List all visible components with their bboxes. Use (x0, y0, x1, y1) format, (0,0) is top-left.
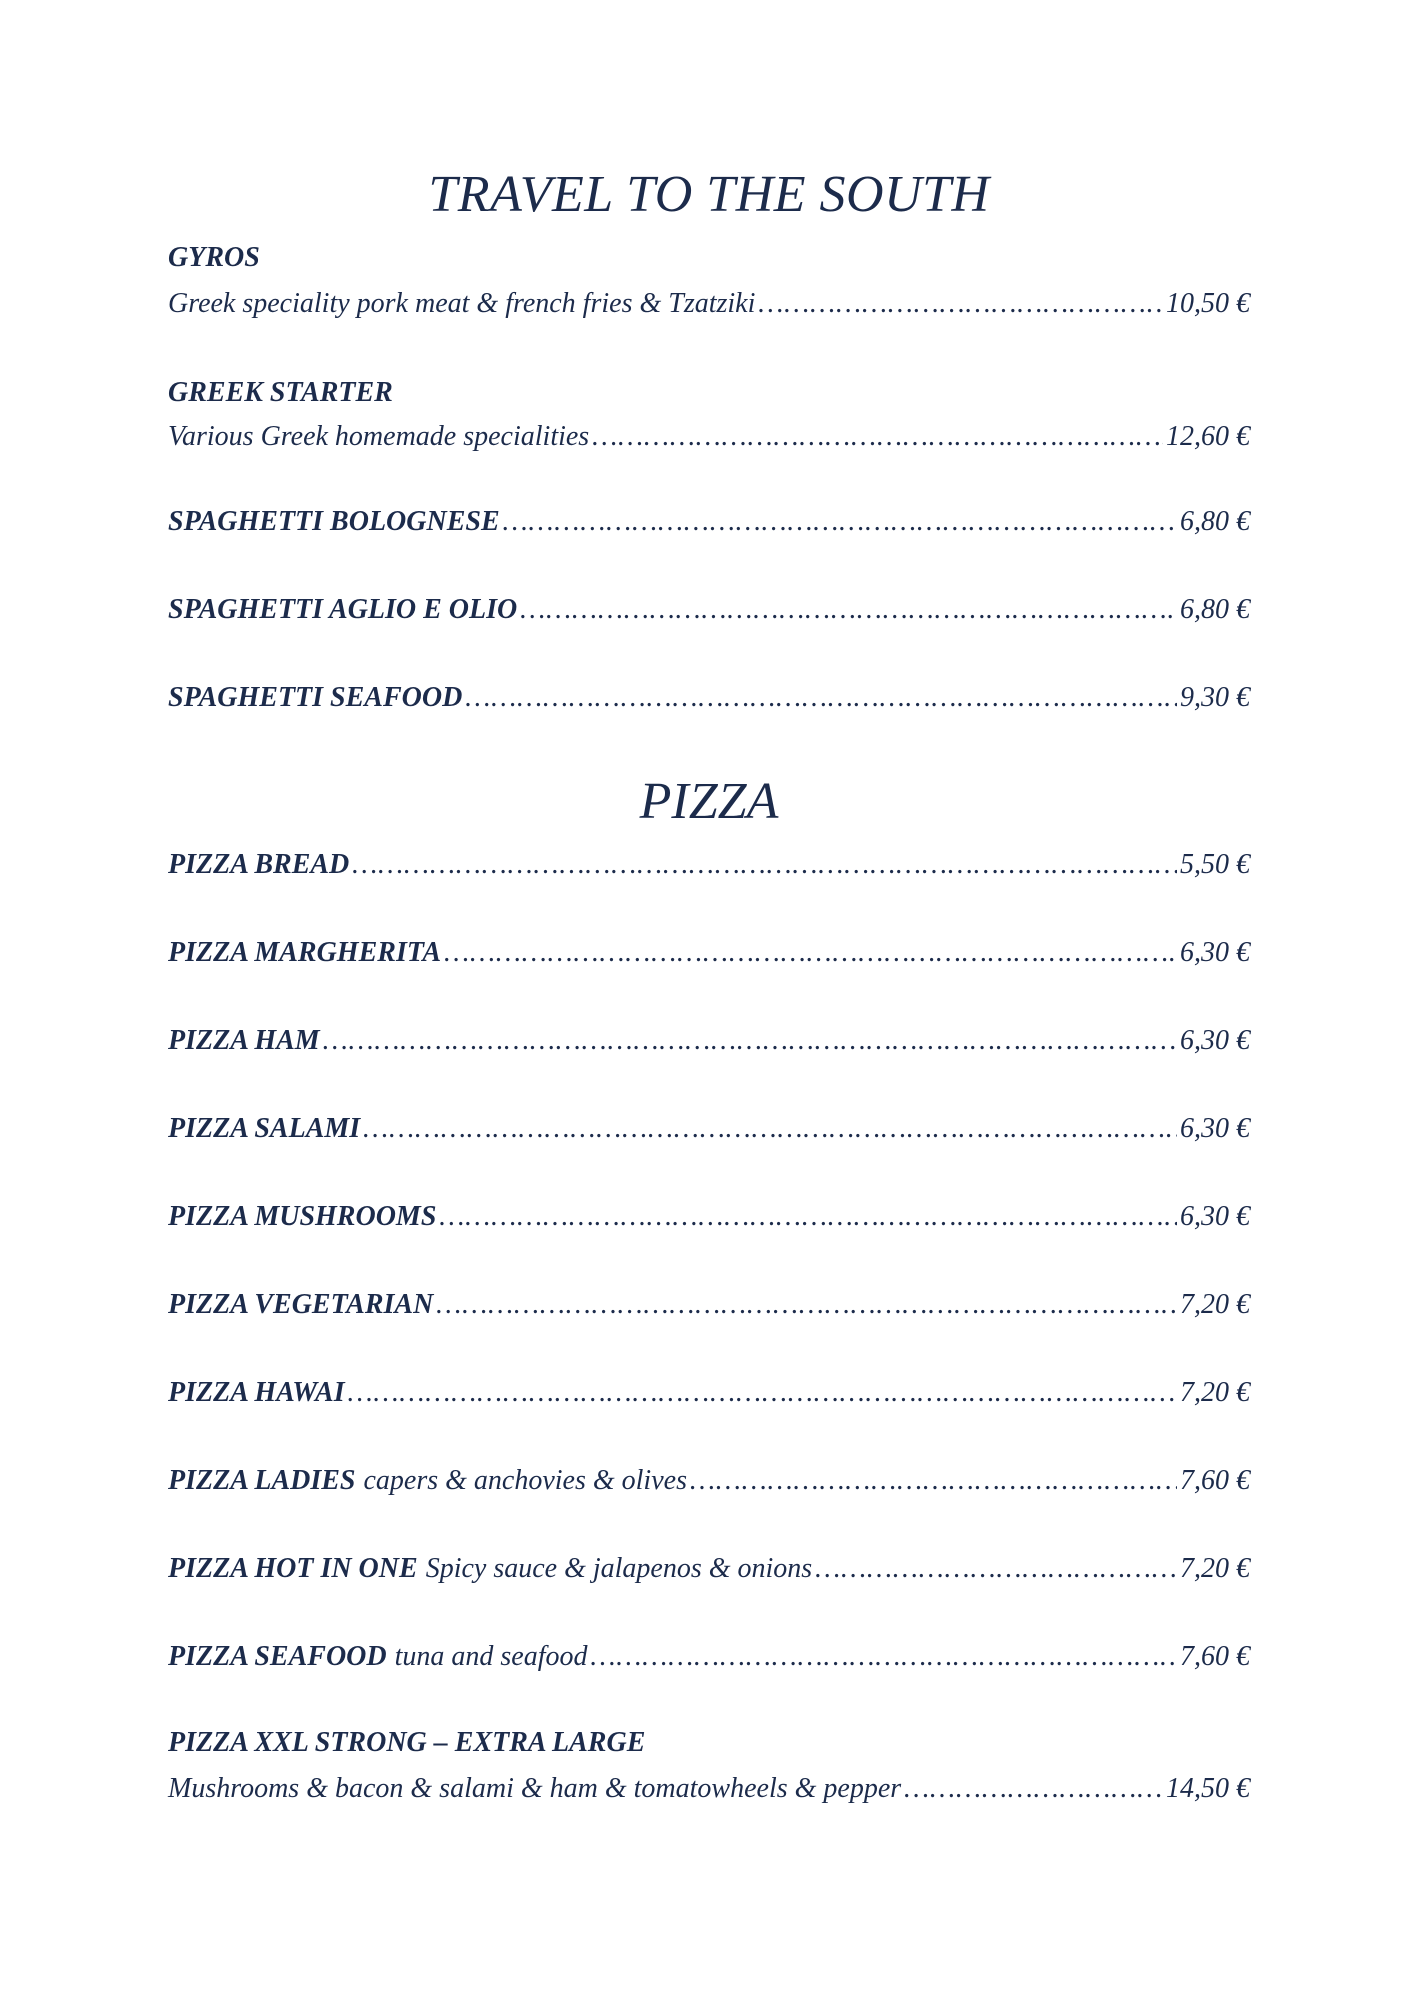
menu-item-name: PIZZA LADIES (168, 1465, 356, 1496)
dot-leader (439, 1201, 1177, 1233)
dot-leader (592, 421, 1163, 453)
menu-item-spaghetti-aglio-e-olio (168, 594, 1250, 634)
menu-item-spaghetti-seafood (168, 682, 1250, 722)
menu-item-price: 6,30 € (1180, 937, 1250, 968)
dot-leader (444, 937, 1177, 969)
menu-item-name: PIZZA HAM (168, 1025, 320, 1056)
menu-item-name: GREEK STARTER (168, 377, 393, 408)
menu-item-pizza-bread (168, 849, 1250, 889)
menu-item-price: 6,80 € (1180, 594, 1250, 625)
menu-item-price: 7,20 € (1180, 1377, 1250, 1408)
menu-item-description: Greek speciality pork meat & french fries & Tzatziki (168, 288, 756, 319)
dot-leader (815, 1553, 1177, 1585)
menu-item-description: Various Greek homemade specialities (168, 421, 590, 452)
menu-item-gyros (168, 242, 1250, 328)
menu-item-pizza-margherita (168, 937, 1250, 977)
menu-item-price: 6,30 € (1180, 1025, 1250, 1056)
dot-leader (690, 1465, 1177, 1497)
menu-item-name: PIZZA XXL STRONG – EXTRA LARGE (168, 1727, 646, 1758)
menu-item-price: 7,60 € (1180, 1465, 1250, 1496)
menu-item-description: Mushrooms & bacon & salami & ham & tomatowheels & pepper (168, 1773, 902, 1804)
menu-item-price: 7,20 € (1180, 1289, 1250, 1320)
menu-item-pizza-xxl-strong (168, 1727, 1250, 1813)
menu-item-name: SPAGHETTI SEAFOOD (168, 682, 463, 713)
menu-item-name: PIZZA MUSHROOMS (168, 1201, 437, 1232)
menu-item-pizza-salami (168, 1113, 1250, 1153)
dot-leader (503, 506, 1177, 538)
menu-item-name: SPAGHETTI AGLIO E OLIO (168, 594, 518, 625)
menu-item-price: 10,50 € (1166, 288, 1250, 319)
menu-item-pizza-vegetarian (168, 1289, 1250, 1329)
dot-leader (348, 1377, 1177, 1409)
menu-item-name: PIZZA HAWAI (168, 1377, 345, 1408)
menu-item-spaghetti-bolognese (168, 506, 1250, 546)
dot-leader (758, 288, 1163, 320)
dot-leader (591, 1641, 1178, 1673)
menu-item-name: PIZZA HOT IN ONE (168, 1553, 418, 1584)
dot-leader (904, 1773, 1163, 1805)
menu-item-name: GYROS (168, 242, 260, 273)
menu-item-description: Spicy sauce & jalapenos & onions (425, 1553, 813, 1584)
menu-item-greek-starter (168, 377, 1250, 461)
section-title-travel-to-the-south: TRAVEL TO THE SOUTH (428, 166, 990, 223)
menu-item-name: PIZZA SALAMI (168, 1113, 361, 1144)
section-title-pizza: PIZZA (639, 773, 779, 830)
menu-item-pizza-ladies (168, 1465, 1250, 1505)
menu-item-name: PIZZA MARGHERITA (168, 937, 442, 968)
menu-item-price: 6,30 € (1180, 1113, 1250, 1144)
dot-leader (363, 1113, 1177, 1145)
menu-item-price: 7,20 € (1180, 1553, 1250, 1584)
menu-item-pizza-hot-in-one (168, 1553, 1250, 1593)
dot-leader (323, 1025, 1177, 1057)
menu-item-pizza-ham (168, 1025, 1250, 1065)
menu-item-pizza-mushrooms (168, 1201, 1250, 1241)
menu-item-pizza-seafood (168, 1641, 1250, 1681)
menu-item-description: tuna and seafood (394, 1641, 588, 1672)
menu-item-price: 5,50 € (1180, 849, 1250, 880)
dot-leader (465, 682, 1177, 714)
menu-item-price: 9,30 € (1180, 682, 1250, 713)
menu-item-name: PIZZA SEAFOOD (168, 1641, 387, 1672)
menu-item-price: 6,30 € (1180, 1201, 1250, 1232)
menu-item-name: PIZZA BREAD (168, 849, 350, 880)
menu-item-description: capers & anchovies & olives (363, 1465, 687, 1496)
dot-leader (436, 1289, 1177, 1321)
menu-item-name: SPAGHETTI BOLOGNESE (168, 506, 500, 537)
dot-leader (352, 849, 1177, 881)
dot-leader (520, 594, 1177, 626)
menu-item-price: 14,50 € (1166, 1773, 1250, 1804)
menu-item-name: PIZZA VEGETARIAN (168, 1289, 434, 1320)
menu-item-pizza-hawai (168, 1377, 1250, 1417)
menu-item-price: 7,60 € (1180, 1641, 1250, 1672)
menu-item-price: 6,80 € (1180, 506, 1250, 537)
menu-item-price: 12,60 € (1166, 421, 1250, 452)
